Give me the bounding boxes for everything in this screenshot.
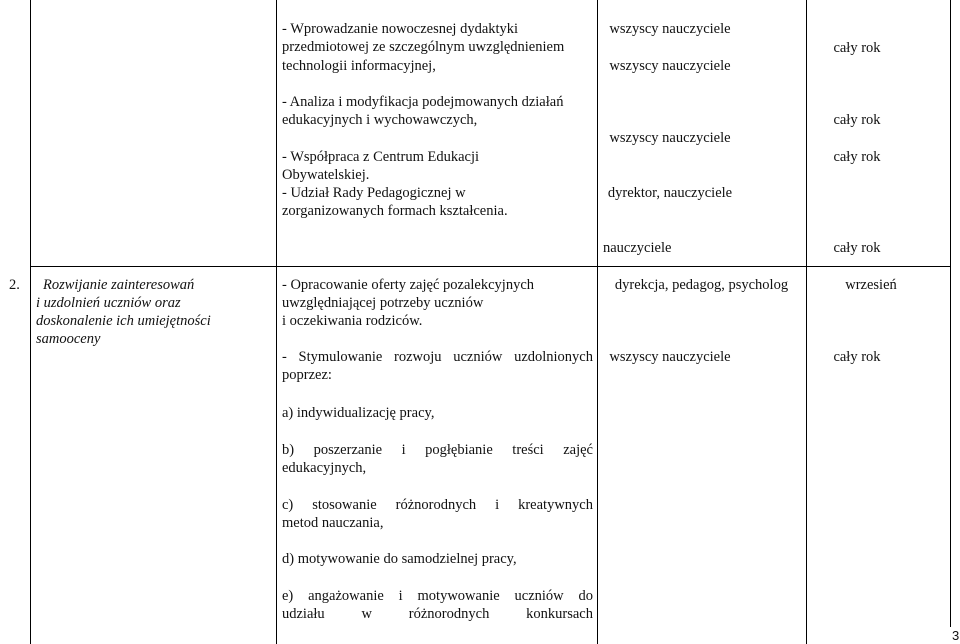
row2-area-line-3: doskonalenie ich umiejętności xyxy=(36,313,211,329)
row2-task-e-line-1: e) angażowanie i motywowanie uczniów do xyxy=(282,588,593,604)
row1-date-4: cały rok xyxy=(833,240,881,256)
row2-date-2: cały rok xyxy=(833,349,881,365)
row1-date-3: cały rok xyxy=(833,149,881,165)
row2-task-stimulate-line-1: - Stymulowanie rozwoju uczniów uzdolnionych xyxy=(282,349,593,365)
row1-responsible-4: dyrektor, nauczyciele xyxy=(607,185,733,201)
row1-task-3-line-1: - Współpraca z Centrum Edukacji xyxy=(282,149,480,165)
row-divider xyxy=(30,266,951,267)
row2-task-d: d) motywowanie do samodzielnej pracy, xyxy=(282,551,517,567)
row2-task-b-line-2: edukacyjnych, xyxy=(282,460,367,476)
table-border-right xyxy=(950,0,951,627)
row1-responsible-1: wszyscy nauczyciele xyxy=(609,21,731,37)
row1-date-2: cały rok xyxy=(833,112,881,128)
row2-responsible-2: wszyscy nauczyciele xyxy=(609,349,731,365)
row2-responsible-1: dyrekcja, pedagog, psycholog xyxy=(614,277,789,293)
row2-area-line-1: Rozwijanie zainteresowań xyxy=(43,277,195,293)
table-border-col3 xyxy=(597,0,598,644)
row2-task-c-line-1: c) stosowanie różnorodnych i kreatywnych xyxy=(282,497,593,513)
row2-number: 2. xyxy=(9,277,20,293)
table-border-col4 xyxy=(806,0,807,644)
row1-responsible-2: wszyscy nauczyciele xyxy=(609,58,731,74)
row2-task-offer-line-3: i oczekiwania rodziców. xyxy=(282,313,423,329)
row1-responsible-5: nauczyciele xyxy=(603,240,672,256)
row1-task-1-line-2: przedmiotowej ze szczególnym uwzględnieniem xyxy=(282,39,565,55)
row1-task-2-line-2: edukacyjnych i wychowawczych, xyxy=(282,112,478,128)
table-border-left xyxy=(30,0,31,644)
row2-area-line-4: samooceny xyxy=(36,331,101,347)
row1-task-2-line-1: - Analiza i modyfikacja podejmowanych działań xyxy=(282,94,564,110)
row1-task-4-line-1: - Udział Rady Pedagogicznej w xyxy=(282,185,466,201)
row2-task-stimulate-line-2: poprzez: xyxy=(282,367,332,383)
row1-responsible-3: wszyscy nauczyciele xyxy=(609,130,731,146)
page-number: 3 xyxy=(952,628,960,643)
row1-date-1: cały rok xyxy=(833,40,881,56)
row2-task-offer-line-2: uwzględniającej potrzeby uczniów xyxy=(282,295,484,311)
table-border-col2 xyxy=(276,0,277,644)
row2-area-line-2: i uzdolnień uczniów oraz xyxy=(36,295,181,311)
row2-task-a: a) indywidualizację pracy, xyxy=(282,405,435,421)
row1-task-1-line-1: - Wprowadzanie nowoczesnej dydaktyki xyxy=(282,21,519,37)
row2-task-b-line-1: b) poszerzanie i pogłębianie treści zajęć xyxy=(282,442,593,458)
row1-task-4-line-2: zorganizowanych formach kształcenia. xyxy=(282,203,508,219)
row2-date-1: wrzesień xyxy=(845,277,897,293)
row1-task-1-line-3: technologii informacyjnej, xyxy=(282,58,436,74)
row2-task-e-line-2: udziału w różnorodnych konkursach xyxy=(282,606,593,622)
row2-task-c-line-2: metod nauczania, xyxy=(282,515,384,531)
row1-task-3-line-2: Obywatelskiej. xyxy=(282,167,370,183)
row2-task-offer-line-1: - Opracowanie oferty zajęć pozalekcyjnych xyxy=(282,277,535,293)
